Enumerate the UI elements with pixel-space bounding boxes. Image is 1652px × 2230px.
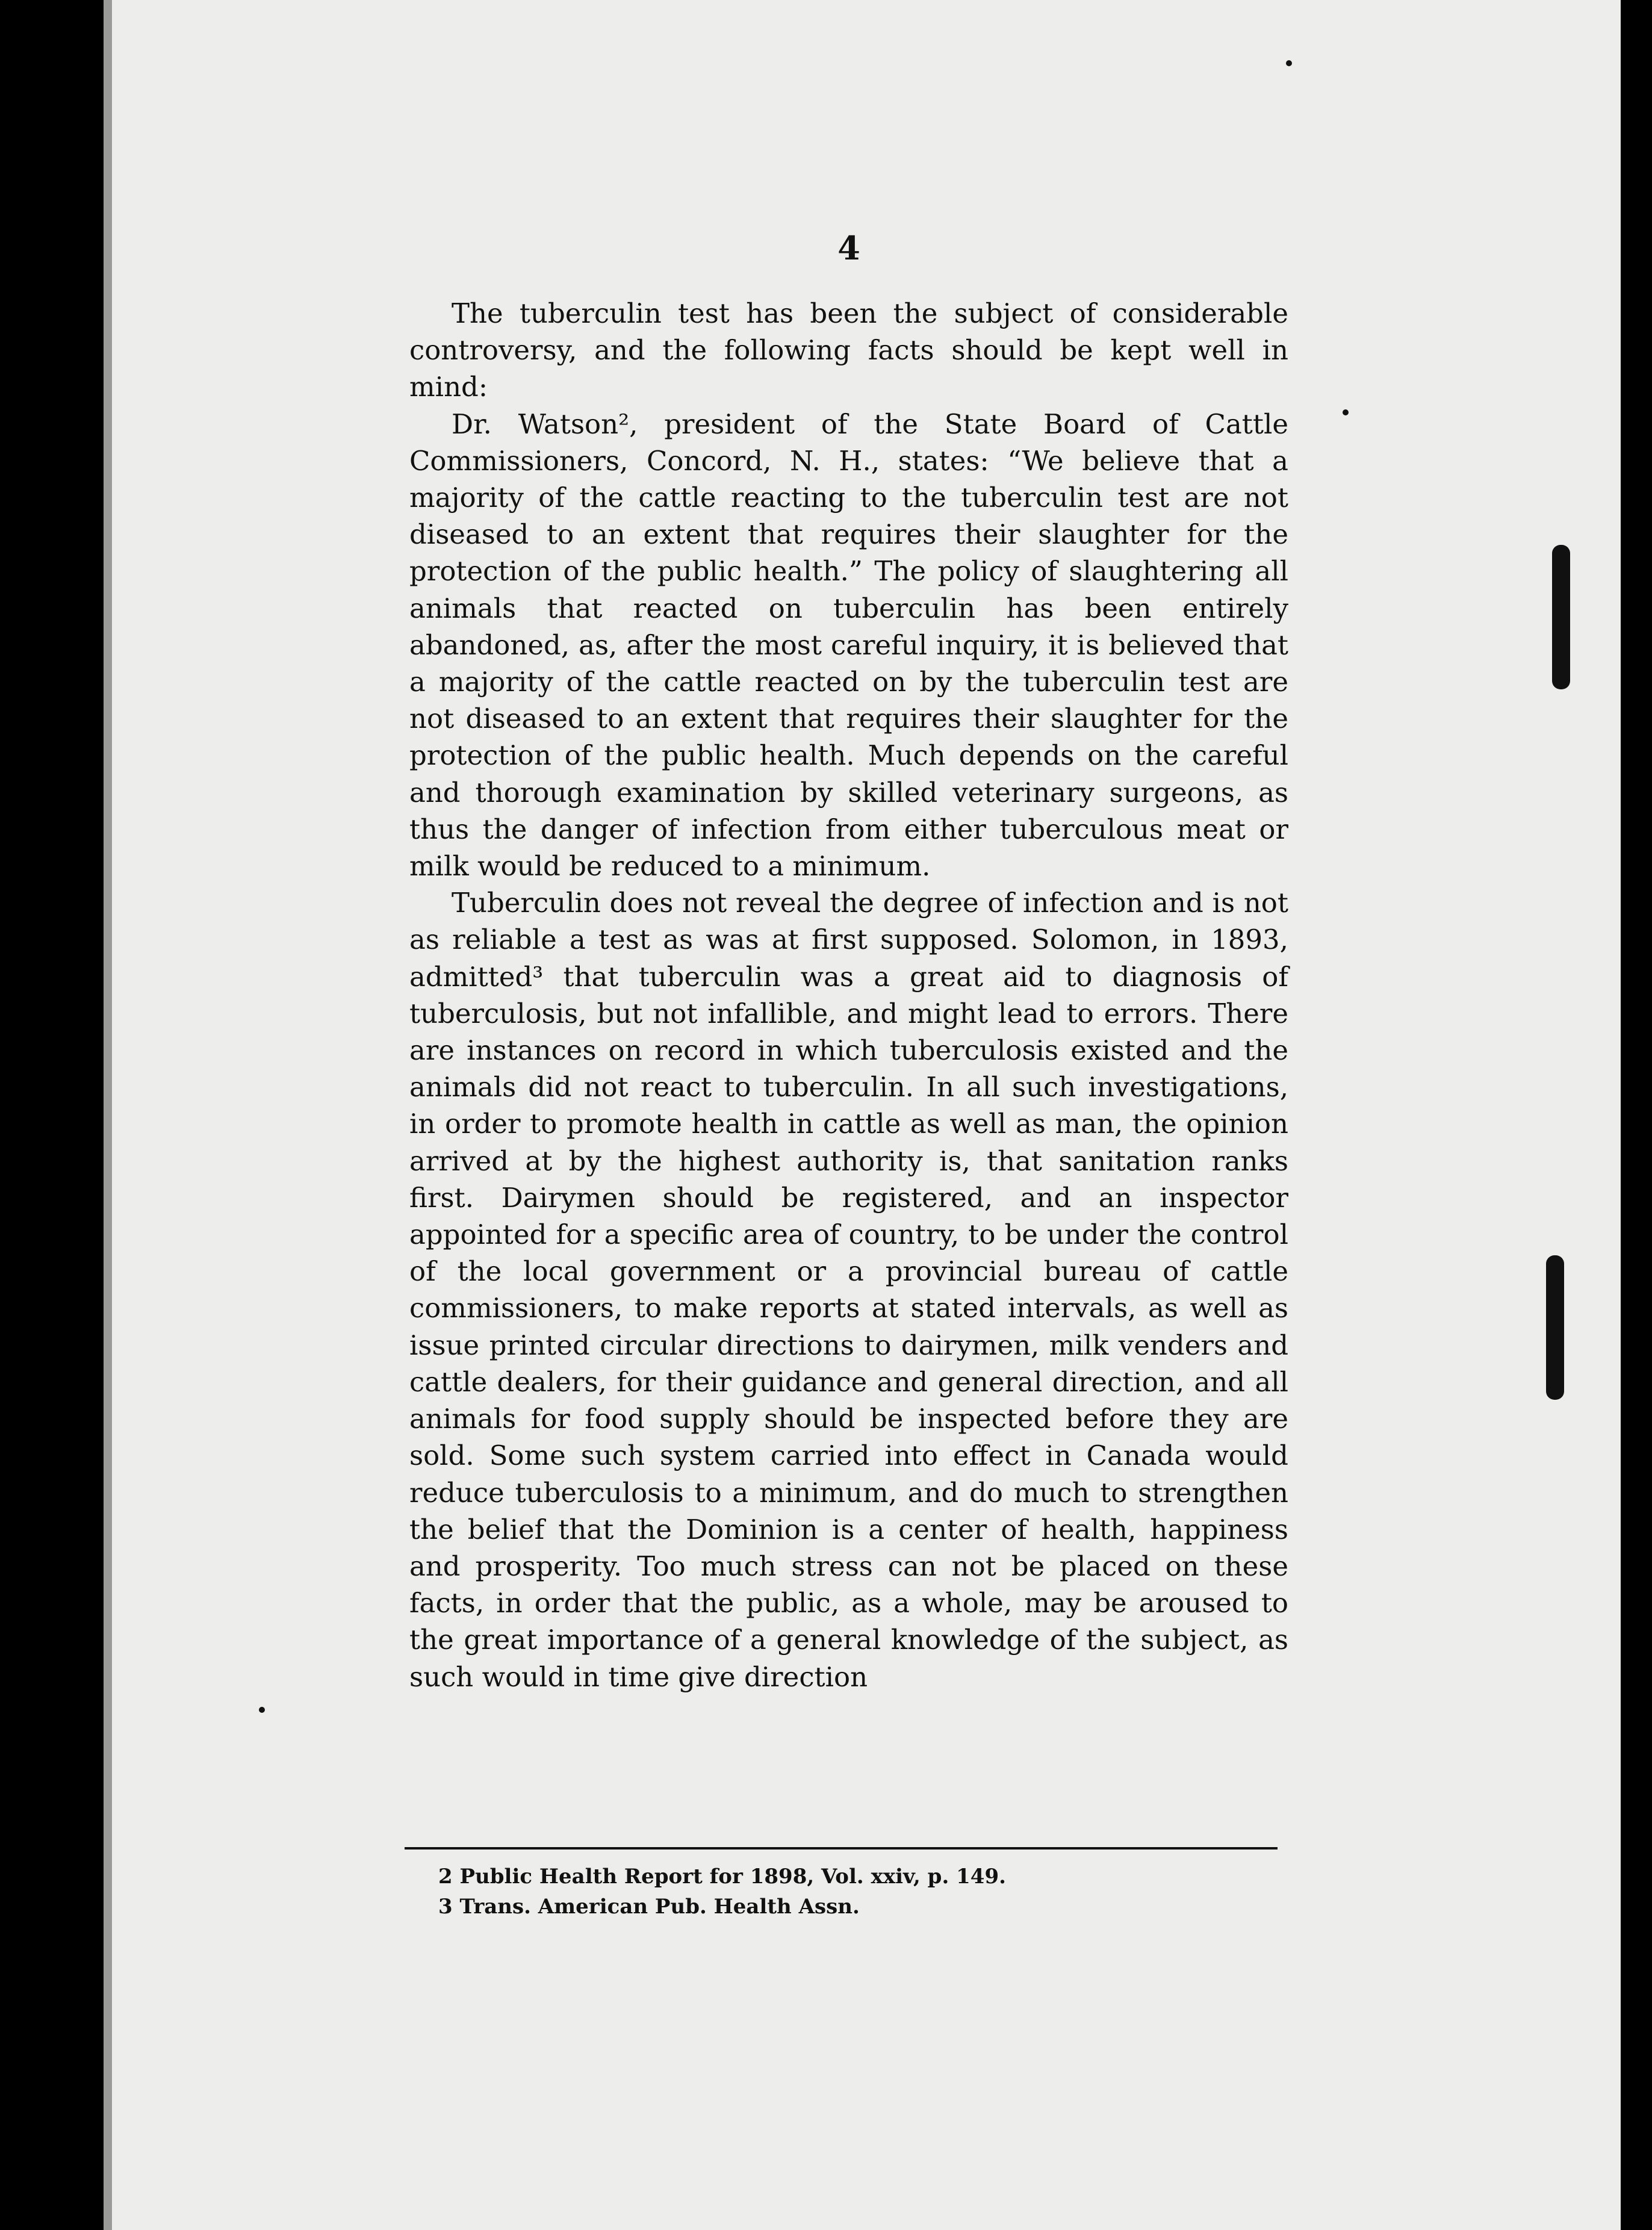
- footnotes: [438, 1862, 1281, 1922]
- paragraph: Dr. Watson², president of the State Board of Cattle Commissioners, Concord, N. H., states: “We believe that a majority of the cattle reacting to the tuberculin test are not diseased to an extent that requires their slaughter for the protection of the public health.” The policy of slaughtering all animals that reacted on tuberculin has been entirely abandoned, as, after the most careful inquiry, it is believed that a majority of the cattle reacted on by the tuberculin test are not diseased to an extent that requires their slaughter for the protection of the public health. Much depends on the careful and thorough examination by skilled veterinary surgeons, as thus the danger of infection from either tuberculous meat or milk would be reduced to a minimum.: [409, 408, 1288, 883]
- footnote-rule: [405, 1847, 1278, 1850]
- scan-border: [1621, 0, 1652, 2230]
- page-number: 4: [837, 229, 860, 267]
- binding-hole-mark: [1552, 545, 1570, 689]
- dust-speck: [1286, 60, 1292, 66]
- binding-hole-mark: [1546, 1255, 1564, 1400]
- dust-speck: [1343, 409, 1349, 415]
- footnote: 3 Trans. American Pub. Health Assn.: [438, 1895, 860, 1919]
- paragraph: The tuberculin test has been the subject of considerable controversy, and the following facts should be kept well in mind:: [409, 297, 1288, 403]
- paragraph: Tuberculin does not reveal the degree of infection and is not as reliable a test as was at first supposed. Solomon, in 1893, admitted³ that tuberculin was a great aid to diagnosis of tuberculosis, but not infallible, and might lead to errors. There are instances on record in which tuberculosis existed and the animals did not react to tuberculin. In all such investigations, in order to promote health in cattle as well as man, the opinion arrived at by the highest authority is, that sanitation ranks first. Dairymen should be registered, and an inspector appointed for a specific area of country, to be under the control of the local government or a provincial bureau of cattle commissioners, to make reports at stated intervals, as well as issue printed circular directions to dairymen, milk venders and cattle dealers, for their guidance and general direction, and all animals for food supply should be inspected before they are sold. Some such system carried into effect in Canada would reduce tuberculosis to a minimum, and do much to strengthen the belief that the Dominion is a center of health, happiness and prosperity. Too much stress can not be placed on these facts, in order that the public, as a whole, may be aroused to the great importance of a general knowledge of the subject, as such would in time give direction: [409, 887, 1288, 1693]
- dust-speck: [259, 1707, 265, 1713]
- footnote: 2 Public Health Report for 1898, Vol. xxiv, p. 149.: [438, 1865, 1006, 1889]
- body-text: [409, 295, 1288, 1695]
- page-edge-shadow: [104, 0, 112, 2230]
